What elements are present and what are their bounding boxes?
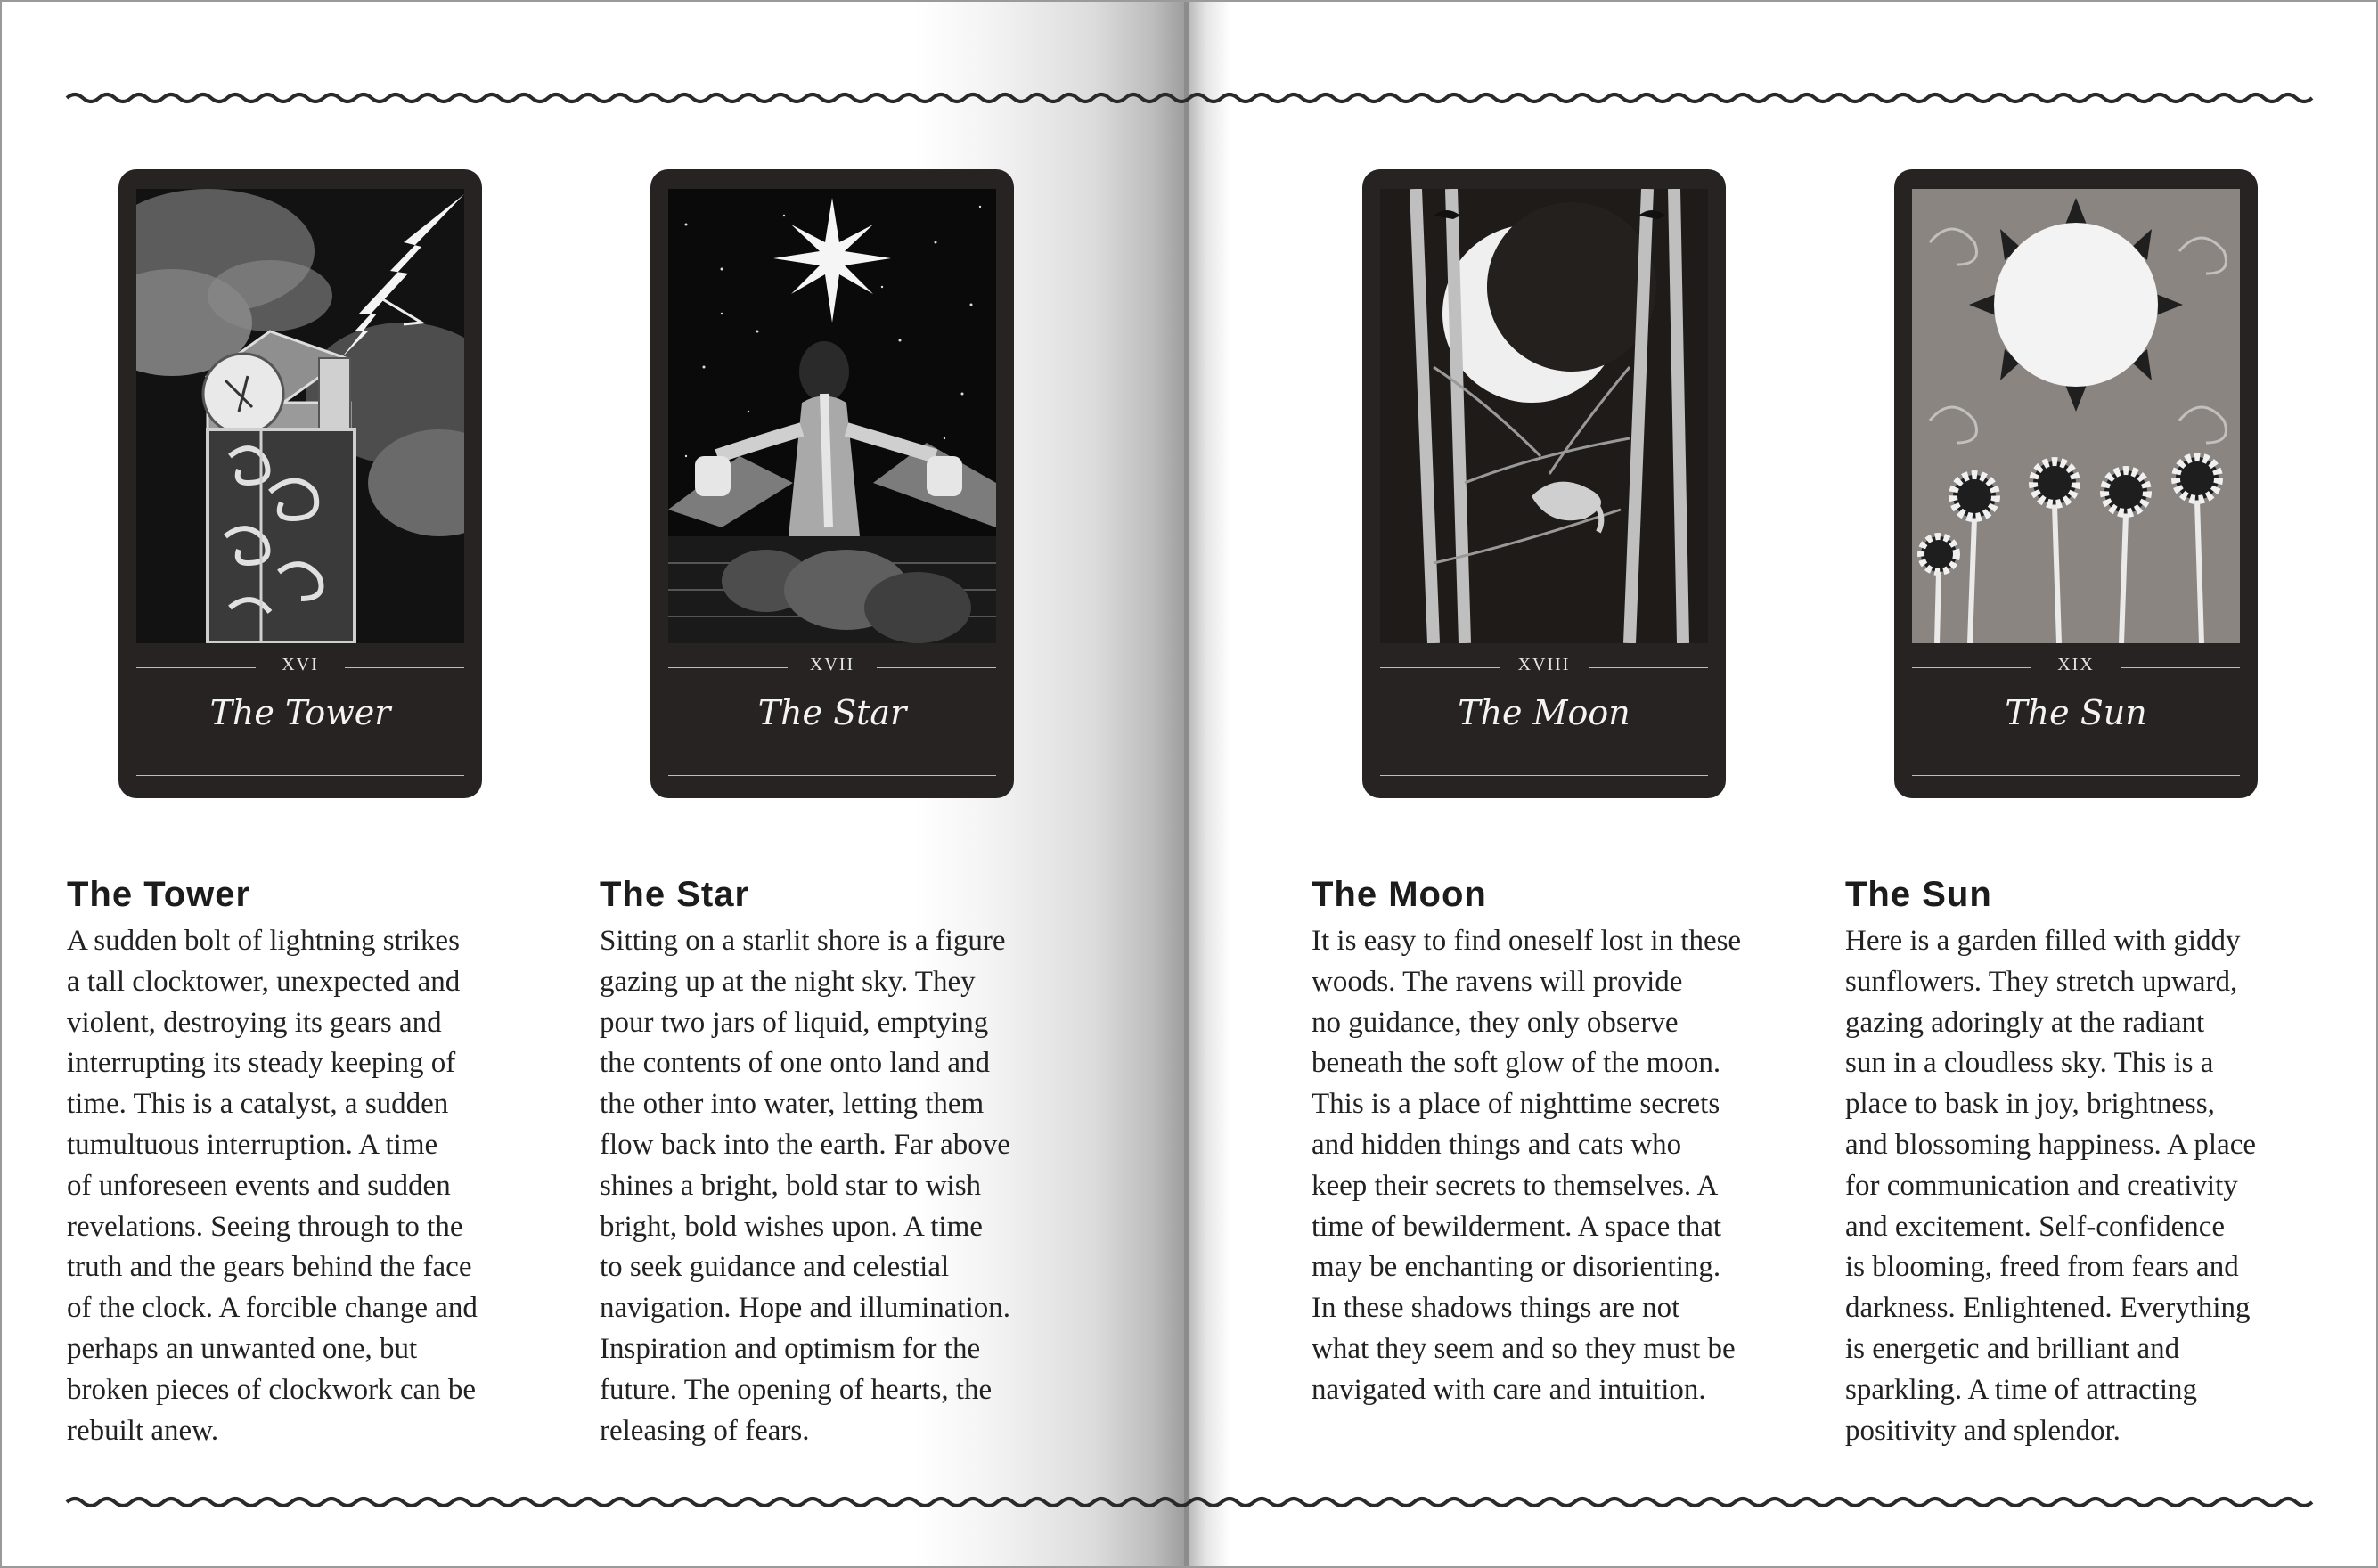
card-numeral: XVI — [136, 654, 464, 681]
card-numeral: XIX — [1912, 654, 2240, 681]
sun-illustration — [1912, 189, 2240, 643]
sun-sunflowers-icon — [1912, 189, 2240, 643]
entry-star — [600, 870, 1081, 1451]
card-numeral: XVII — [668, 654, 996, 681]
card-title: The Star — [757, 693, 907, 732]
card-sun[interactable] — [1894, 169, 2258, 798]
moon-illustration — [1380, 189, 1708, 643]
tower-illustration — [136, 189, 464, 643]
entry-heading: The Sun — [1845, 875, 1992, 914]
entry-heading: The Tower — [67, 875, 251, 914]
bottom-wave-divider — [0, 1491, 2378, 1513]
entry-tower — [67, 870, 548, 1451]
top-wave-divider — [0, 87, 2378, 109]
crescent-moon-icon — [1380, 189, 1708, 643]
card-rule — [1380, 775, 1708, 776]
entry-description: A sudden bolt of lightning strikes a tall clocktower, unexpected and violent, destroying its gears and interrupting its steady keeping of time. This is a catalyst, a sudden tumultuous interruption. A time of unforeseen events and sudden revelations. Seeing through to the truth and the gears behind the face of the clock. A forcible change and perhaps an unwanted one, but broken pieces of clockwork can be rebuilt anew. — [67, 925, 478, 1447]
entry-description: Sitting on a starlit shore is a figure gazing up at the night sky. They pour two jars of liquid, emptying the contents of one onto land and the other into water, letting them flow back into the earth. Far above shines a bright, bold star to wish bright, bold wishes upon. A time to seek guidance and celestial navigation. Hope and illumination. Inspiration and optimism for the future. The opening of hearts, the releasing of fears. — [600, 925, 1011, 1447]
entry-description: It is easy to find oneself lost in these woods. The ravens will provide no guidance, they only observe beneath the soft glow of the moon. This is a place of nighttime secrets and hidden things and cats who keep their secrets to themselves. A time of bewilderment. A space that may be enchanting or disorienting. In these shadows things are not what they seem and so they must be navigated with care and intuition. — [1312, 925, 1742, 1406]
card-star[interactable] — [650, 169, 1014, 798]
entry-heading: The Moon — [1312, 875, 1487, 914]
star-figure-icon — [668, 189, 996, 643]
card-numeral: XVIII — [1380, 654, 1708, 681]
entry-description: Here is a garden filled with giddy sunflowers. They stretch upward, gazing adoringly at the radiant sun in a cloudless sky. This is a place to bask in joy, brightness, and blossoming happiness. A place for communication and creativity and excitement. Self-confidence is blooming, freed from fears and darkness. Enlightened. Everything is energetic and brilliant and sparkling. A time of attracting positivity and splendor. — [1845, 925, 2257, 1447]
tower-lightning-icon — [136, 189, 464, 643]
card-title: The Tower — [209, 693, 391, 732]
entry-moon — [1312, 870, 1793, 1411]
card-title: The Sun — [2005, 693, 2147, 732]
card-moon[interactable] — [1362, 169, 1726, 798]
card-rule — [1912, 775, 2240, 776]
star-illustration — [668, 189, 996, 643]
card-rule — [136, 775, 464, 776]
card-rule — [668, 775, 996, 776]
entry-heading: The Star — [600, 875, 750, 914]
entry-sun — [1845, 870, 2326, 1451]
card-title: The Moon — [1458, 693, 1630, 732]
book-gutter — [1184, 0, 1189, 1568]
card-tower[interactable] — [118, 169, 482, 798]
